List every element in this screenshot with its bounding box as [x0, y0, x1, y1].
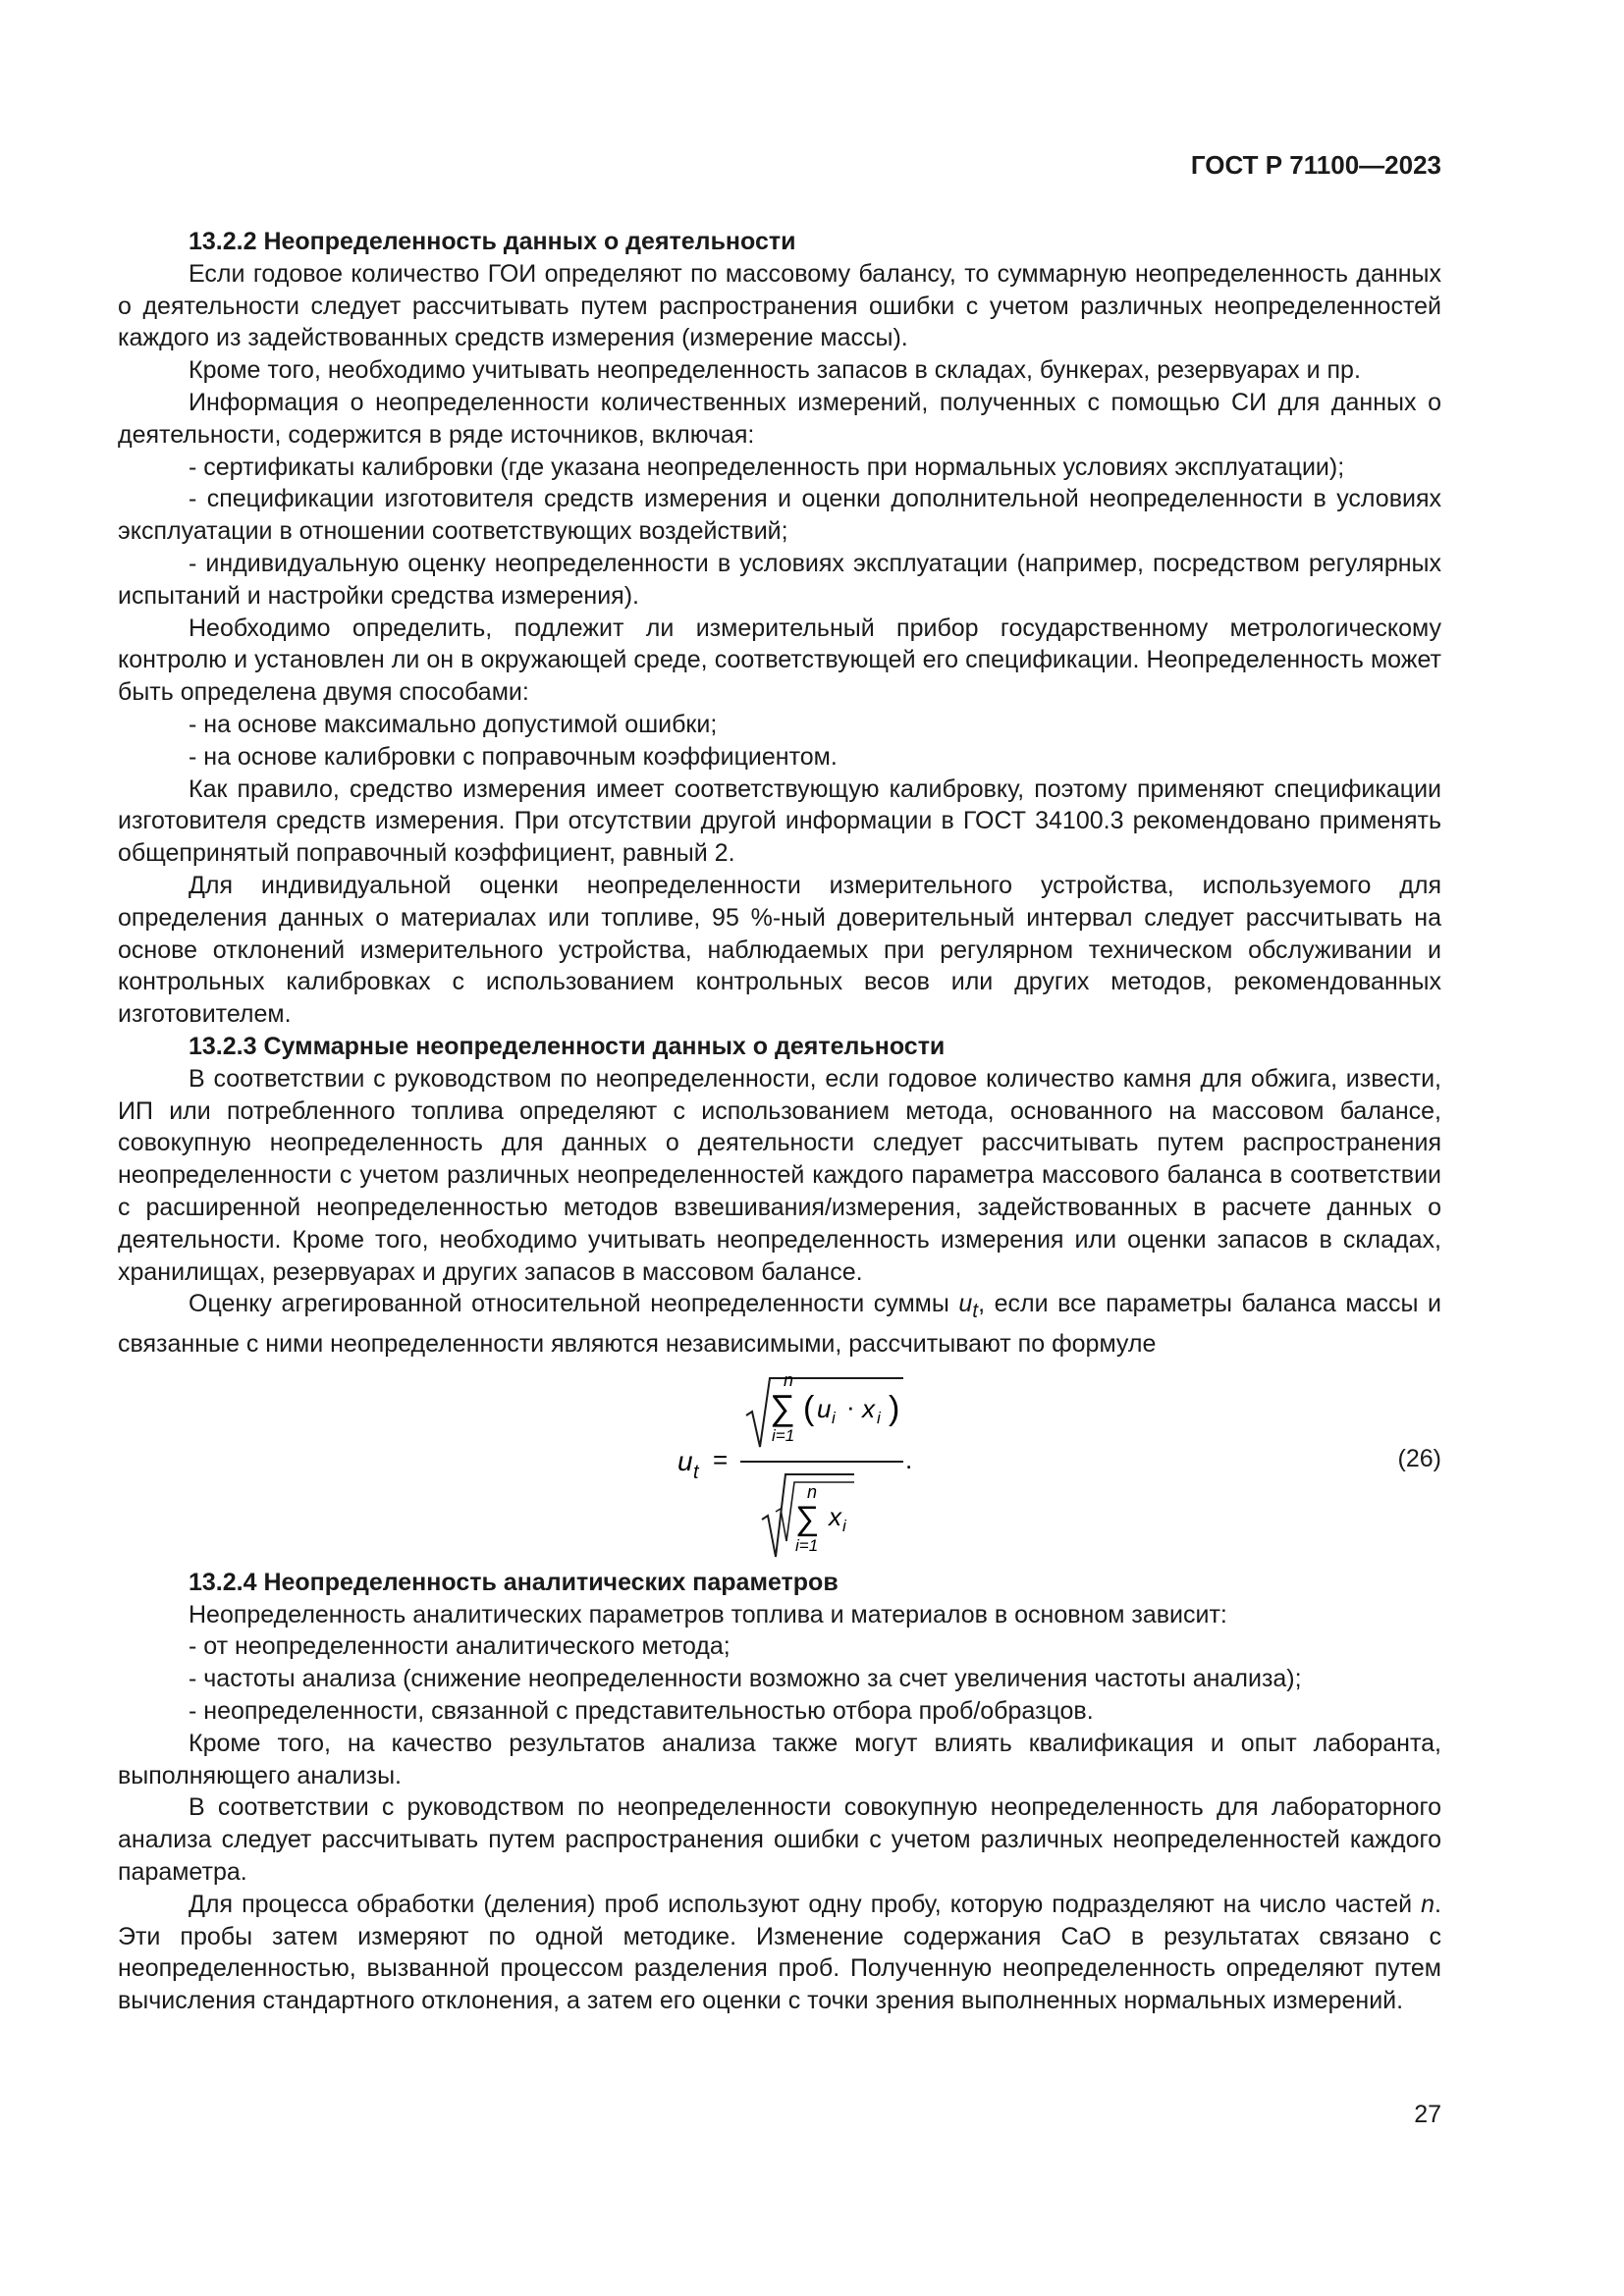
list-item: - спецификации изготовителя средств измерения и оценки дополнительной неопределенности в условиях эксплуатации в отношении соответствующих воздействий;	[118, 485, 1441, 546]
numerator-u: u	[817, 1393, 832, 1423]
list-item: - от неопределенности аналитического метода;	[189, 1632, 731, 1661]
paragraph: В соответствии с руководством по неопределенности, если годовое количество камня для обжига, извести, ИП или потребленного топлива определяют с использованием метода, основанного на массовом балансе, совокупную неопределенность для данных о деятельности следует рассчитывать путем распространения неопределенности с учетом различных неопределенностей каждого параметра массового баланса в соответствии с расширенной неопределенностью методов взвешивания/измерения, задействованных в расчете данных о деятельности. Кроме того, необходимо учитывать неопределенность измерения или оценки запасов в складах, хранилищах, резервуарах и других запасов в массовом балансе.	[118, 1064, 1441, 1286]
list-item: - на основе максимально допустимой ошибки;	[189, 710, 718, 738]
math-variable: n	[1421, 1890, 1435, 1918]
page-number: 27	[1414, 2101, 1441, 2128]
denominator-x-sub: i	[842, 1516, 846, 1535]
formula-number: (26)	[1397, 1444, 1441, 1472]
paragraph: Кроме того, необходимо учитывать неопределенность запасов в складах, бункерах, резервуарах и пр.	[189, 356, 1361, 385]
list-item: - индивидуальную оценку неопределенности в условиях эксплуатации (например, посредством регулярных испытаний и настройки средства измерения).	[118, 549, 1441, 610]
document-body	[118, 226, 1441, 2017]
denominator-sum-upper: n	[807, 1481, 818, 1502]
formula-lhs-sub: t	[693, 1461, 699, 1483]
numerator-right-paren: )	[889, 1389, 900, 1427]
text-run: Для процесса обработки (деления) проб используют одну пробу, которую подразделяют на число частей	[189, 1890, 1413, 1918]
list-item: - на основе калибровки с поправочным коэффициентом.	[189, 742, 838, 771]
paragraph: Неопределенность аналитических параметров топлива и материалов в основном зависит:	[189, 1600, 1227, 1629]
text-run: . Эти пробы затем измеряют по одной методике. Изменение содержания CaO в результатах связано с неопределенностью, вызванной процессом разделения проб. Полученную неопределенность определяют путем вычисления стандартного отклонения, а затем его оценки с точки зрения выполненных нормальных измерений.	[118, 1890, 1441, 2015]
paragraph: Если годовое количество ГОИ определяют по массовому балансу, то суммарную неопределенность данных о деятельности следует рассчитывать путем распространения ошибки с учетом различных неопределенностей каждого из задействованных средств измерения (измерение массы).	[118, 259, 1441, 352]
paragraph	[118, 1889, 1441, 2017]
numerator-left-paren: (	[803, 1389, 815, 1427]
document-header-id: ГОСТ Р 71100—2023	[1190, 150, 1441, 180]
section-title-13-2-2: 13.2.2 Неопределенность данных о деятельности	[189, 228, 796, 255]
paragraph: В соответствии с руководством по неопределенности совокупную неопределенность для лабораторного анализа следует рассчитывать путем распространения ошибки с учетом различных неопределенностей каждого параметра.	[118, 1793, 1441, 1887]
formula-lhs-var: u	[677, 1445, 693, 1476]
paragraph: Для индивидуальной оценки неопределенности измерительного устройства, используемого для определения данных о материалах или топливе, 95 %-ный доверительный интервал следует рассчитывать на основе отклонений измерительного устройства, наблюдаемых при регулярном техническом обслуживании и контрольных калибровках с использованием контрольных весов или других методов, рекомендованных изготовителем.	[118, 871, 1441, 1029]
paragraph: Необходимо определить, подлежит ли измерительный прибор государственному метрологическому контролю и установлен ли он в окружающей среде, соответствующей его спецификации. Неопределенность может быть определена двумя способами:	[118, 614, 1441, 707]
list-item: - сертификаты калибровки (где указана неопределенность при нормальных условиях эксплуатации);	[189, 453, 1345, 481]
numerator-x: x	[862, 1393, 875, 1423]
denominator-sum-lower: i=1	[795, 1535, 819, 1555]
formula-period: .	[905, 1444, 913, 1474]
numerator-sum-lower: i=1	[772, 1425, 795, 1445]
numerator-u-sub: i	[832, 1408, 836, 1427]
formula-26	[668, 1364, 1041, 1561]
numerator-sigma: ∑	[770, 1386, 795, 1427]
section-title-13-2-4: 13.2.4 Неопределенность аналитических параметров	[189, 1568, 839, 1596]
denominator-x: x	[829, 1501, 841, 1531]
text-run: Оценку агрегированной относительной неопределенности суммы	[189, 1290, 949, 1318]
paragraph: Как правило, средство измерения имеет соответствующую калибровку, поэтому применяют спецификации изготовителя средств измерения. При отсутствии другой информации в ГОСТ 34100.3 рекомендовано применять общепринятый поправочный коэффициент, равный 2.	[118, 774, 1441, 868]
paragraph: Информация о неопределенности количественных измерений, полученных с помощью СИ для данных о деятельности, содержится в ряде источников, включая:	[118, 388, 1441, 449]
paragraph: Кроме того, на качество результатов анализа также могут влиять квалификация и опыт лаборанта, выполняющего анализы.	[118, 1729, 1441, 1789]
paragraph-formula-intro	[118, 1288, 1441, 1361]
list-item: - частоты анализа (снижение неопределенности возможно за счет увеличения частоты анализа);	[189, 1665, 1302, 1693]
formula-block	[118, 1364, 1441, 1561]
math-subscript: t	[972, 1300, 979, 1323]
numerator-dot: ·	[846, 1391, 855, 1421]
numerator-sum-upper: n	[784, 1369, 794, 1390]
list-item: - неопределенности, связанной с представительностью отбора проб/образцов.	[189, 1697, 1094, 1726]
denominator-sigma: ∑	[795, 1499, 820, 1537]
numerator-x-sub: i	[877, 1408, 881, 1427]
text-run: , если все параметры баланса массы и связанные с ними неопределенности являются независимыми, рассчитывают по формуле	[118, 1290, 1441, 1359]
section-title-13-2-3: 13.2.3 Суммарные неопределенности данных о деятельности	[189, 1032, 946, 1060]
math-variable: u	[958, 1290, 973, 1318]
formula-equals: =	[713, 1444, 729, 1474]
formula-svg	[668, 1364, 1041, 1561]
